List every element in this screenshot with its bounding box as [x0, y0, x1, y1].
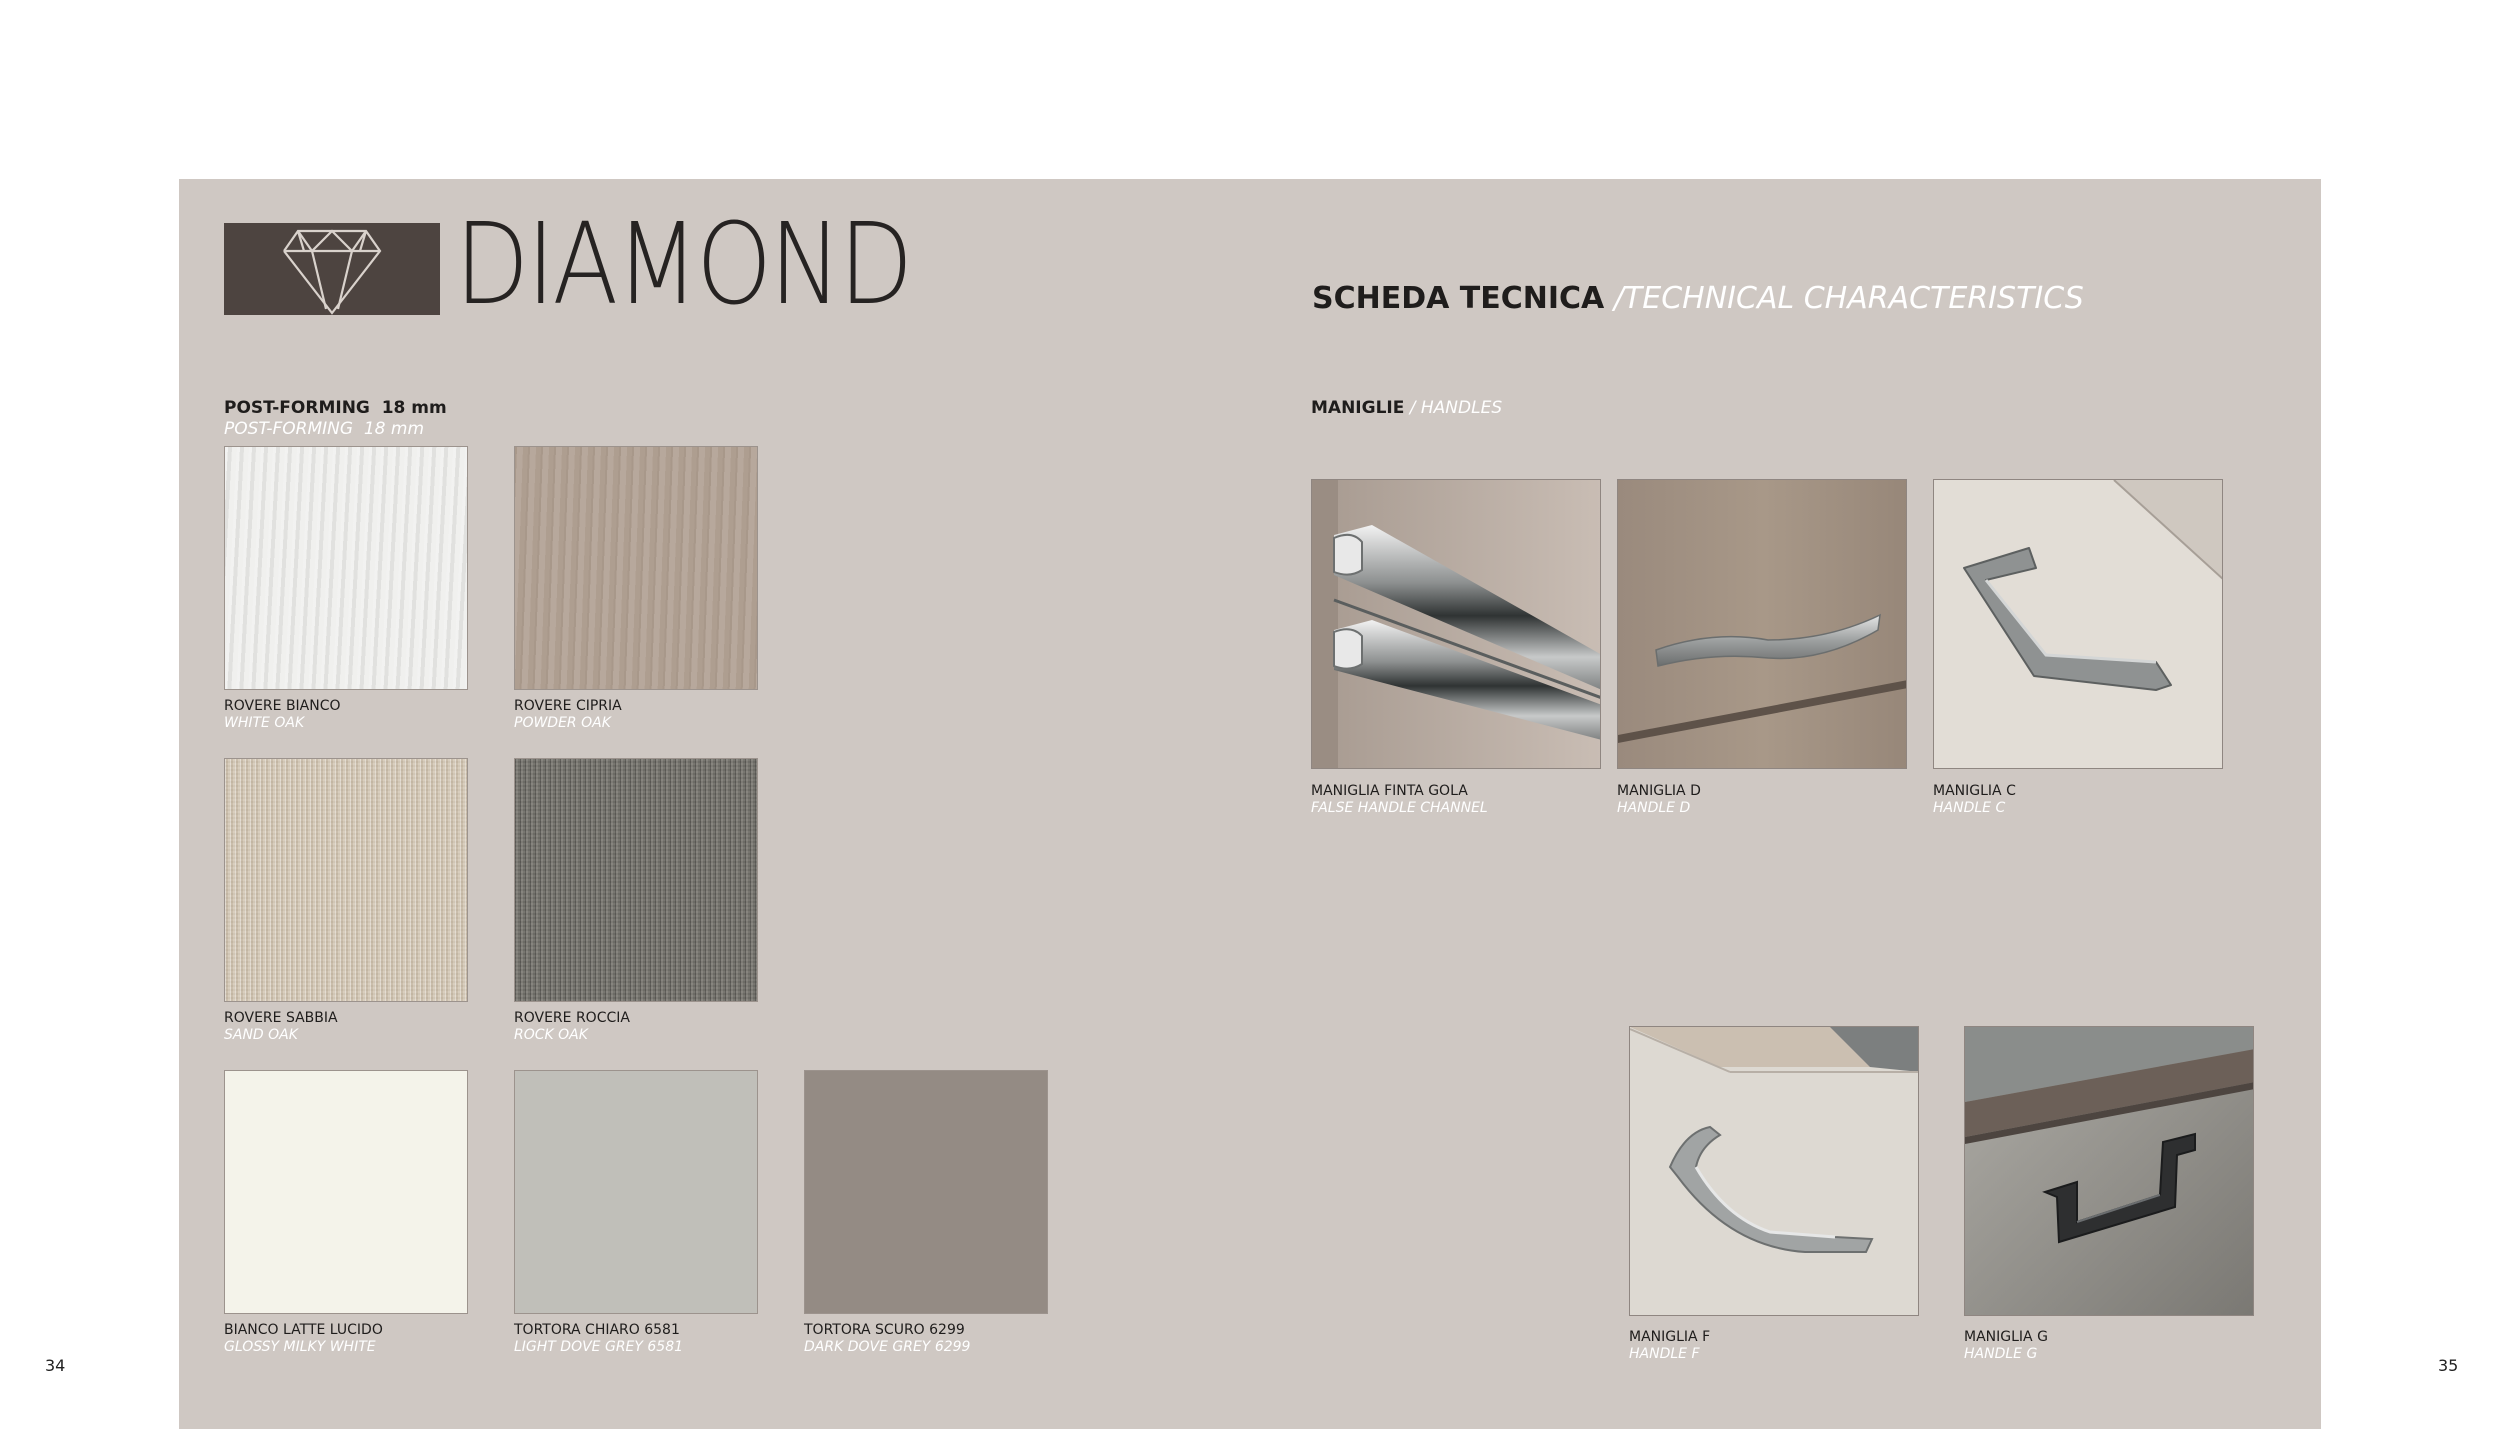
- finish-name: ROVERE BIANCO: [224, 698, 341, 714]
- finish-name: ROVERE CIPRIA: [514, 698, 622, 714]
- handle-photo-false-channel: [1311, 479, 1601, 769]
- finish-name: TORTORA CHIARO 6581: [514, 1322, 680, 1338]
- swatch-rock-oak: [514, 758, 758, 1002]
- finish-name-en: SAND OAK: [224, 1027, 298, 1043]
- finishes-heading-it: POST-FORMING 18 mm: [224, 398, 447, 418]
- handle-photo-f: [1629, 1026, 1919, 1316]
- caption-white-oak: [224, 698, 341, 732]
- finish-name: ROVERE ROCCIA: [514, 1010, 630, 1026]
- finishes-heading: [224, 398, 447, 440]
- caption-sand-oak: [224, 1010, 338, 1044]
- handle-name-en: HANDLE G: [1964, 1346, 2038, 1362]
- handle-name-en: HANDLE D: [1617, 800, 1691, 816]
- swatch-powder-oak: [514, 446, 758, 690]
- caption-handle-d: [1617, 783, 1701, 817]
- handle-name: MANIGLIA G: [1964, 1329, 2048, 1345]
- handle-name: MANIGLIA C: [1933, 783, 2016, 799]
- caption-handle-f: [1629, 1329, 1710, 1363]
- finish-name-en: LIGHT DOVE GREY 6581: [514, 1339, 684, 1355]
- swatch-dark-dove-grey: [804, 1070, 1048, 1314]
- handles-heading-en: / HANDLES: [1409, 398, 1503, 418]
- finish-name-en: POWDER OAK: [514, 715, 611, 731]
- handle-name-en: HANDLE F: [1629, 1346, 1700, 1362]
- handle-name: MANIGLIA FINTA GOLA: [1311, 783, 1468, 799]
- handles-heading-it: MANIGLIE: [1311, 398, 1405, 418]
- finish-name-en: GLOSSY MILKY WHITE: [224, 1339, 376, 1355]
- brand-name: DIAMOND: [455, 200, 911, 330]
- handle-photo-d: [1617, 479, 1907, 769]
- caption-glossy-milky-white: [224, 1322, 383, 1356]
- handle-name: MANIGLIA F: [1629, 1329, 1711, 1345]
- section-title: [1312, 281, 2084, 316]
- swatch-white-oak: [224, 446, 468, 690]
- handles-heading: [1311, 398, 1502, 418]
- caption-false-channel: [1311, 783, 1488, 817]
- handle-name-en: HANDLE C: [1933, 800, 2006, 816]
- finish-name: TORTORA SCURO 6299: [804, 1322, 965, 1338]
- handle-photo-g: [1964, 1026, 2254, 1316]
- handle-name-en: FALSE HANDLE CHANNEL: [1311, 800, 1488, 816]
- caption-handle-g: [1964, 1329, 2048, 1363]
- page-number-right: 35: [2438, 1356, 2459, 1375]
- swatch-sand-oak: [224, 758, 468, 1002]
- diamond-icon: [276, 225, 388, 315]
- page-number-left: 34: [45, 1356, 66, 1375]
- handle-photo-c: [1933, 479, 2223, 769]
- finishes-heading-en: POST-FORMING 18 mm: [224, 419, 425, 439]
- swatch-glossy-milky-white: [224, 1070, 468, 1314]
- swatch-light-dove-grey: [514, 1070, 758, 1314]
- logo-box: [224, 223, 440, 315]
- section-title-main: SCHEDA TECNICA: [1312, 281, 1605, 316]
- handle-name: MANIGLIA D: [1617, 783, 1701, 799]
- caption-rock-oak: [514, 1010, 630, 1044]
- finish-name-en: DARK DOVE GREY 6299: [804, 1339, 971, 1355]
- finish-name-en: WHITE OAK: [224, 715, 305, 731]
- finish-name: BIANCO LATTE LUCIDO: [224, 1322, 383, 1338]
- finish-name: ROVERE SABBIA: [224, 1010, 338, 1026]
- caption-dark-dove-grey: [804, 1322, 970, 1356]
- caption-powder-oak: [514, 698, 622, 732]
- catalog-panel: [179, 179, 2321, 1429]
- caption-light-dove-grey: [514, 1322, 683, 1356]
- finish-name-en: ROCK OAK: [514, 1027, 588, 1043]
- section-title-sub: /TECHNICAL CHARACTERISTICS: [1613, 281, 2084, 316]
- caption-handle-c: [1933, 783, 2016, 817]
